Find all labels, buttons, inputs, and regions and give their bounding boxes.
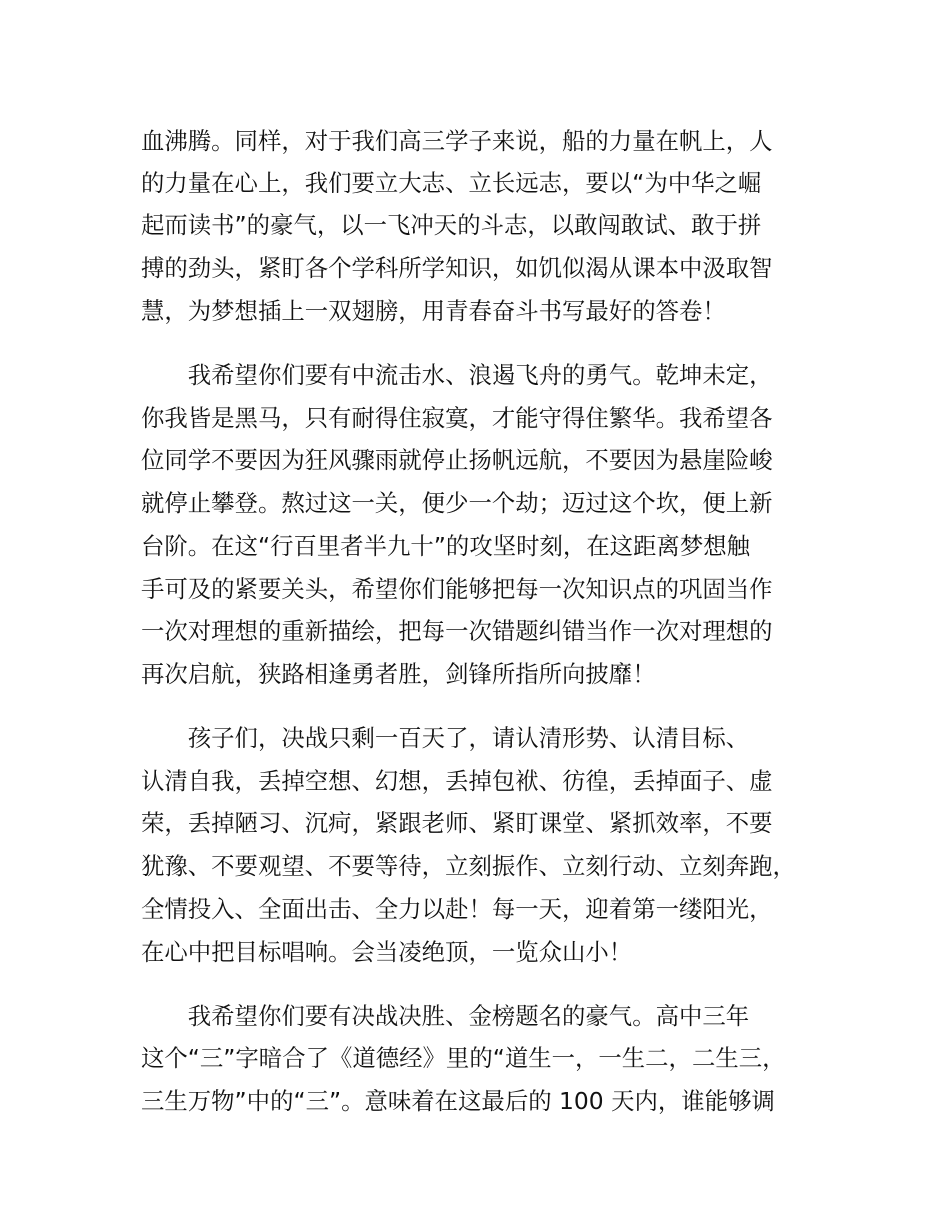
text-line: 手可及的紧要关头，希望你们能够把每一次知识点的巩固当作 — [141, 575, 773, 603]
text-line: 我希望你们要有决战决胜、金榜题名的豪气。高中三年 — [141, 1002, 750, 1030]
text-line: 在心中把目标唱响。会当凌绝顶，一览众山小！ — [141, 938, 633, 966]
text-line: 搏的劲头，紧盯各个学科所学知识，如饥似渴从课本中汲取智 — [141, 254, 773, 282]
text-line: 荣，丢掉陋习、沉疴，紧跟老师、紧盯课堂、紧抓效率，不要 — [141, 809, 773, 837]
text-line: 台阶。在这“行百里者半九十”的攻坚时刻，在这距离梦想触 — [141, 532, 750, 560]
text-line: 慧，为梦想插上一双翅膀，用青春奋斗书写最好的答卷！ — [141, 297, 726, 325]
text-line: 位同学不要因为狂风骤雨就停止扬帆远航，不要因为悬崖险峻 — [141, 446, 773, 474]
text-line: 这个“三”字暗合了《道德经》里的“道生一，一生二，二生三， — [141, 1044, 786, 1072]
text-line: 一次对理想的重新描绘，把每一次错题纠错当作一次对理想的 — [141, 617, 773, 645]
text-line: 我希望你们要有中流击水、浪遏飞舟的勇气。乾坤未定， — [141, 361, 773, 389]
text-line: 你我皆是黑马，只有耐得住寂寞，才能守得住繁华。我希望各 — [141, 404, 773, 432]
text-line: 血沸腾。同样，对于我们高三学子来说，船的力量在帆上，人 — [141, 127, 773, 155]
text-line: 认清自我，丢掉空想、幻想，丢掉包袱、彷徨，丢掉面子、虚 — [141, 767, 773, 795]
text-line: 再次启航，狭路相逢勇者胜，剑锋所指所向披靡！ — [141, 660, 656, 688]
text-line: 起而读书”的豪气，以一飞冲天的斗志，以敢闯敢试、敢于拼 — [141, 211, 762, 239]
text-line: 犹豫、不要观望、不要等待，立刻振作、立刻行动、立刻奔跑， — [141, 852, 796, 880]
text-line: 就停止攀登。熬过这一关，便少一个劫；迈过这个坎，便上新 — [141, 489, 773, 517]
text-line: 孩子们，决战只剩一百天了，请认清形势、认清目标、 — [141, 724, 750, 752]
text-line: 三生万物”中的“三”。意味着在这最后的 100 天内，谁能够调 — [141, 1087, 775, 1115]
text-line: 的力量在心上，我们要立大志、立长远志，要以“为中华之崛 — [141, 169, 762, 197]
text-line: 全情投入、全面出击、全力以赴！每一天，迎着第一缕阳光， — [141, 895, 773, 923]
